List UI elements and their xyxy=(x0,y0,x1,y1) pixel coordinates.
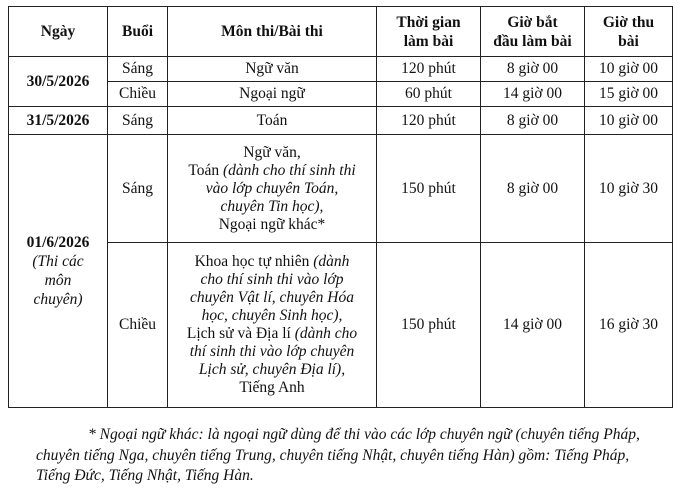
subject-cell xyxy=(168,243,377,408)
header-end-line2: bài xyxy=(618,32,639,50)
start-time-cell: 14 giờ 00 xyxy=(481,243,585,408)
duration-cell: 60 phút xyxy=(377,82,481,107)
duration-cell: 120 phút xyxy=(377,107,481,135)
table-row xyxy=(9,57,673,82)
date-cell: 30/5/2026 xyxy=(9,57,108,107)
subject-note-line: cho thí sinh thi vào lớp xyxy=(200,271,344,288)
header-end-line1: Giờ thu xyxy=(602,13,655,31)
footnote: * Ngoại ngữ khác: là ngoại ngữ dùng để thi vào các lớp chuyên ngữ (chuyên tiếng Pháp, chuyên tiếng Nga, chuyên tiếng Trung, chuyên tiếng Nhật, chuyên tiếng Hàn) gồm: Tiếng Pháp, Tiếng Đức, Tiếng Nhật, Tiếng Hàn. xyxy=(36,426,640,484)
subject-line: Tiếng Anh xyxy=(239,379,305,396)
start-time-cell: 8 giờ 00 xyxy=(481,135,585,243)
subject-cell xyxy=(168,135,377,243)
subject-note-line: Lịch sử, chuyên Địa lí), xyxy=(198,361,346,378)
session-cell: Sáng xyxy=(108,107,168,135)
table-row xyxy=(9,243,673,408)
table-row xyxy=(9,135,673,243)
start-time-cell: 14 giờ 00 xyxy=(481,82,585,107)
subject-note: (dành cho thí sinh thi xyxy=(223,161,356,179)
end-time-cell: 10 giờ 00 xyxy=(585,57,673,82)
duration-cell: 120 phút xyxy=(377,57,481,82)
subject-text: Toán xyxy=(188,161,224,179)
end-time-cell: 16 giờ 30 xyxy=(585,243,673,408)
start-time-cell: 8 giờ 00 xyxy=(481,107,585,135)
header-duration-line1: Thời gian xyxy=(396,13,461,31)
subject-text: Lịch sử và Địa lí xyxy=(186,325,295,342)
session-cell: Sáng xyxy=(108,57,168,82)
header-end xyxy=(585,7,673,57)
start-time-cell: 8 giờ 00 xyxy=(481,57,585,82)
end-time-cell: 10 giờ 30 xyxy=(585,135,673,243)
subject-line xyxy=(171,325,373,343)
header-session: Buổi xyxy=(108,7,168,57)
header-duration xyxy=(377,7,481,57)
session-cell: Chiều xyxy=(108,243,168,408)
date-note-line2: môn xyxy=(44,271,72,289)
table-row xyxy=(9,107,673,135)
table-row xyxy=(9,82,673,107)
duration-cell: 150 phút xyxy=(377,135,481,243)
subject-note-line: chuyên Vật lí, chuyên Hóa xyxy=(190,289,354,306)
header-start-line2: đầu làm bài xyxy=(493,32,572,50)
end-time-cell: 10 giờ 00 xyxy=(585,107,673,135)
session-cell: Sáng xyxy=(108,135,168,243)
subject-note: (dành cho xyxy=(294,325,358,342)
subject-cell: Ngữ văn xyxy=(168,57,377,82)
date-note-line3: chuyên) xyxy=(33,290,83,308)
end-time-cell: 15 giờ 00 xyxy=(585,82,673,107)
header-row xyxy=(9,7,673,57)
subject-line: Ngữ văn, xyxy=(243,143,301,161)
header-start-line1: Giờ bắt xyxy=(507,13,558,31)
subject-line xyxy=(171,253,373,271)
subject-note-line: vào lớp chuyên Toán, xyxy=(205,179,339,197)
subject-text: Khoa học tự nhiên xyxy=(194,253,314,270)
subject-cell: Toán xyxy=(168,107,377,135)
date-note-line1: (Thi các xyxy=(32,252,84,270)
subject-cell: Ngoại ngữ xyxy=(168,82,377,107)
subject-note-line: chuyên Tin học), xyxy=(220,197,324,215)
subject-line xyxy=(171,162,373,180)
date-cell xyxy=(9,135,108,408)
header-duration-line2: làm bài xyxy=(403,32,454,50)
header-subject: Môn thi/Bài thi xyxy=(168,7,377,57)
subject-note-line: thí sinh thi vào lớp chuyên xyxy=(189,343,355,360)
date-value: 01/6/2026 xyxy=(26,233,90,251)
session-cell: Chiều xyxy=(108,82,168,107)
header-date: Ngày xyxy=(9,7,108,57)
header-start xyxy=(481,7,585,57)
subject-note-line: học, chuyên Sinh học), xyxy=(201,307,343,324)
subject-note: (dành xyxy=(313,253,350,270)
duration-cell: 150 phút xyxy=(377,243,481,408)
subject-line: Ngoại ngữ khác* xyxy=(218,215,326,233)
exam-schedule-table xyxy=(8,6,673,408)
date-cell: 31/5/2026 xyxy=(9,107,108,135)
